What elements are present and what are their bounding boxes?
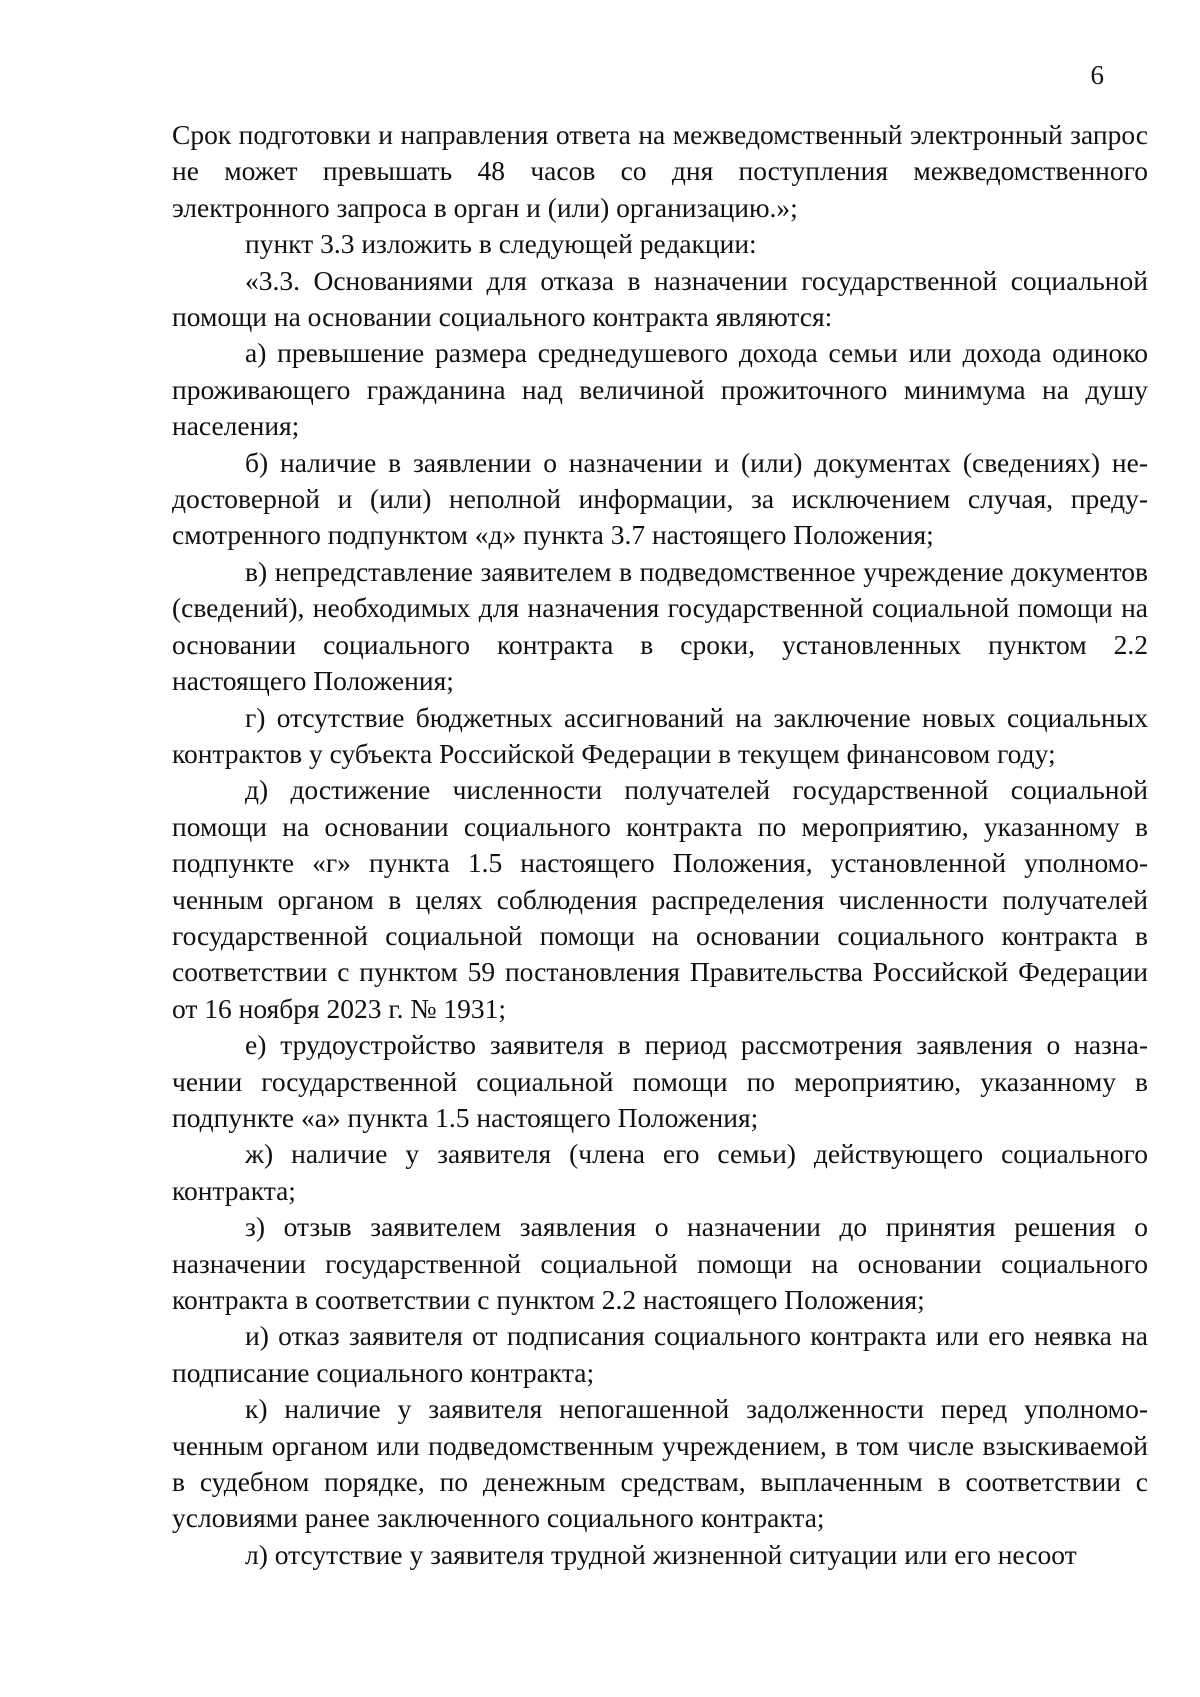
paragraph-item-g: г) отсутствие бюджетных ассигнований на заключение новых социальных контрактов у субъекта Российской Федерации в текущем финансовом году;	[172, 701, 1148, 769]
document-body	[172, 117, 1148, 1573]
paragraph-item-v: в) непредставление заявителем в подведомственное учреждение документов (сведений), необходимых для назначения государственной социальной помощи на основании социального контракта в сроки, установленных пунктом 2.2 настоящего Положения;	[172, 555, 1148, 697]
paragraph-item-a: а) превышение размера среднедушевого дохода семьи или дохода одиноко проживающего гражданина над величиной прожиточного минимума на душу населения;	[172, 337, 1148, 442]
paragraph-item-zh: ж) наличие у заявителя (члена его семьи) действующего социального контракта;	[172, 1138, 1148, 1206]
paragraph-response-deadline: Срок подготовки и направления ответа на межведомственный электронный запрос не может превышать 48 часов со дня поступления межведомственного электронного запроса в орган и (или) организацию.»;	[172, 119, 1148, 223]
paragraph-item-l: л) отсутствие у заявителя трудной жизненной ситуации или его несоот	[245, 1538, 1077, 1570]
paragraph-refusal-grounds-heading: «3.3. Основаниями для отказа в назначении государственной социальной помощи на основании социального контракта являются:	[172, 264, 1148, 333]
paragraph-item-e: е) трудоустройство заявителя в период рассмотрения заявления о назначении государственной социальной помощи по мероприятию, указанному в подпункте «а» пункта 1.5 настоящего Положения;	[172, 1029, 1148, 1133]
paragraph-item-i: и) отказ заявителя от подписания социального контракта или его неявка на подписание социального контракта;	[172, 1320, 1148, 1388]
page-number: 6	[1090, 60, 1104, 90]
paragraph-item-b: б) наличие в заявлении о назначении и (или) документах (сведениях) недостоверной и (или) неполной информации, за исключением случая, предусмотренного подпунктом «д» пункта 3.7 настоящего Положения;	[172, 446, 1148, 551]
paragraph-item-z: з) отзыв заявителем заявления о назначении до принятия решения о назначении государственной социальной помощи на основании социального контракта в соответствии с пунктом 2.2 настоящего Положения;	[172, 1211, 1148, 1315]
paragraph-amend-3-3: пункт 3.3 изложить в следующей редакции:	[245, 228, 757, 260]
paragraph-item-d: д) достижение численности получателей государственной социальной помощи на основании социального контракта по мероприятию, указанному в подпункте «г» пункта 1.5 настоящего Положения, установленной уполномоченным органом в целях соблюдения распределения численности получателей государственной социальной помощи на основании социального контракта в соответствии с пунктом 59 постановления Правительства Российской Федерации от 16 ноября 2023 г. № 1931;	[172, 774, 1148, 1024]
paragraph-item-k: к) наличие у заявителя непогашенной задолженности перед уполномоченным органом или подведомственным учреждением, в том числе взыскиваемой в судебном порядке, по денежным средствам, выплаченным в соответствии с условиями ранее заключенного социального контракта;	[172, 1393, 1148, 1534]
